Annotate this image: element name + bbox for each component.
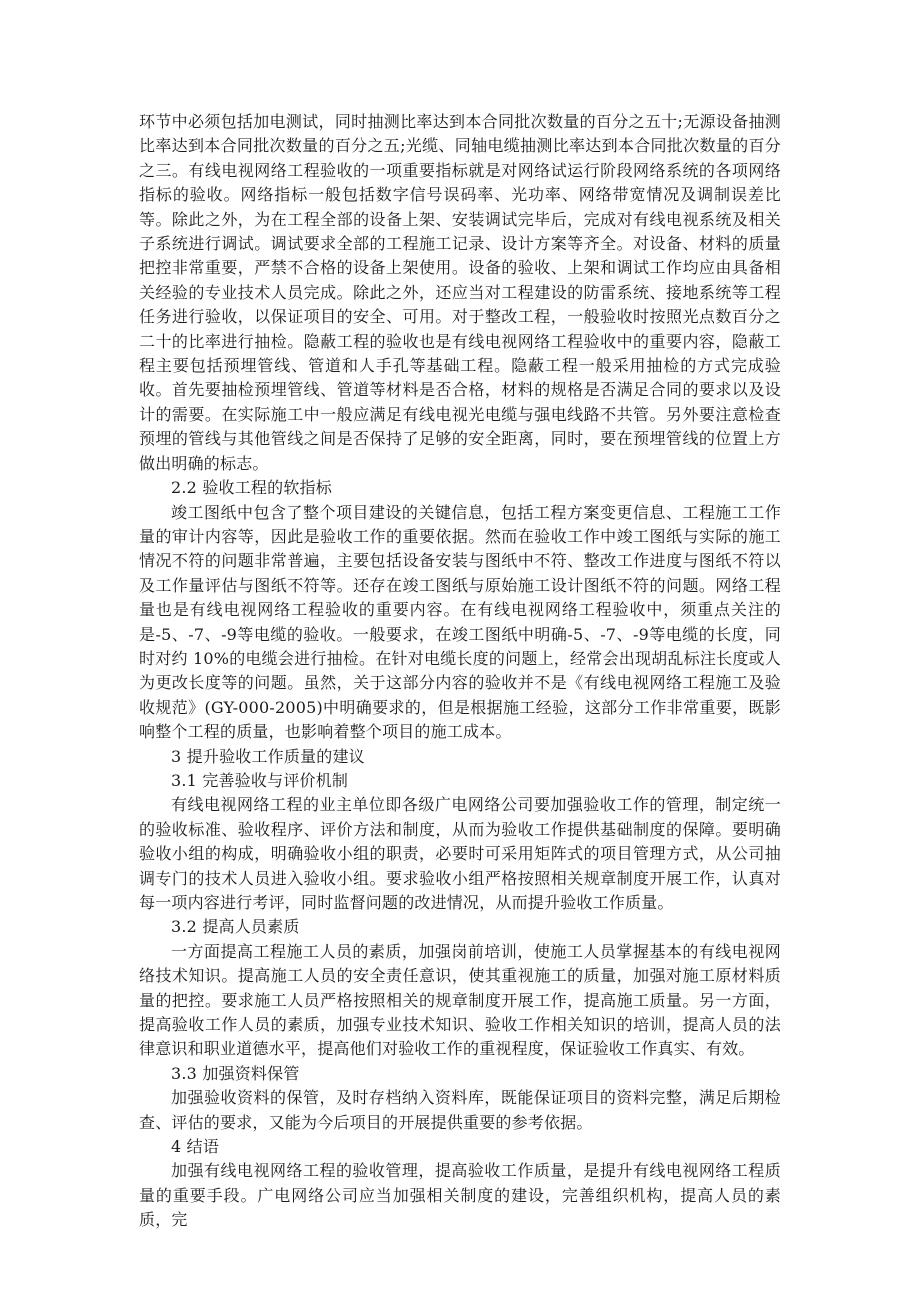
- section-heading-3-3: 3.3 加强资料保管: [171, 1063, 300, 1083]
- paragraph-conclusion: 加强有线电视网络工程的验收管理，提高验收工作质量，是提升有线电视网络工程质量的重要手段。广电网络公司应当加强相关制度的建设，完善组织机构，提高人员的素质，完: [139, 1161, 781, 1230]
- paragraph-personnel-quality: 一方面提高工程施工人员的素质，加强岗前培训，使施工人员掌握基本的有线电视网络技术知识。提高施工人员的安全责任意识，使其重视施工的质量，加强对施工原材料质量的把控。要求施工人员严格按照相关的规章制度开展工作，提高施工质量。另一方面，提高验收工作人员的素质，加强专业技术知识、验收工作相关知识的培训，提高人员的法律意识和职业道德水平，提高他们对验收工作的重视程度，保证验收工作真实、有效。: [139, 941, 781, 1059]
- paragraph-document-storage: 加强验收资料的保管，及时存档纳入资料库，既能保证项目的资料完整，满足后期检查、评估的要求，又能为今后项目的开展提供重要的参考依据。: [139, 1088, 781, 1132]
- section-heading-3-2: 3.2 提高人员素质: [171, 917, 300, 937]
- section-heading-3: 3 提升验收工作质量的建议: [171, 746, 365, 766]
- section-heading-3-1: 3.1 完善验收与评价机制: [171, 770, 349, 790]
- document-body: [139, 110, 781, 1233]
- section-heading-4: 4 结语: [171, 1137, 220, 1157]
- paragraph-evaluation-mechanism: 有线电视网络工程的业主单位即各级广电网络公司要加强验收工作的管理，制定统一的验收标准、验收程序、评价方法和制度，从而为验收工作提供基础制度的保障。要明确验收小组的构成，明确验收小组的职责，必要时可采用矩阵式的项目管理方式，从公司抽调专门的技术人员进入验收小组。要求验收小组严格按照相关规章制度开展工作，认真对每一项内容进行考评，同时监督问题的改进情况，从而提升验收工作质量。: [139, 795, 781, 912]
- paragraph-as-built-drawings: 竣工图纸中包含了整个项目建设的关键信息，包括工程方案变更信息、工程施工工作量的审计内容等，因此是验收工作的重要依据。然而在验收工作中竣工图纸与实际的施工情况不符的问题非常普遍，主要包括设备安装与图纸中不符、整改工作进度与图纸不符以及工作量评估与图纸不符等。还存在竣工图纸与原始施工设计图纸不符的问题。网络工程量也是有线电视网络工程验收的重要内容。在有线电视网络工程验收中，须重点关注的是-5、-7、-9等电缆的验收。一般要求，在竣工图纸中明确-5、-7、-9等电缆的长度，同时对约 10%的电缆会进行抽检。在针对电缆长度的问题上，经常会出现胡乱标注长度或人为更改长度等的问题。虽然，关于这部分内容的验收并不是《有线电视网络工程施工及验收规范》(GY-000-2005)中明确要求的，但是根据施工经验，这部分工作非常重要，既影响整个工程的质量，也影响着整个项目的施工成本。: [139, 502, 781, 742]
- section-heading-2-2: 2.2 验收工程的软指标: [171, 478, 332, 498]
- paragraph-acceptance-indicators: 环节中必须包括加电测试，同时抽测比率达到本合同批次数量的百分之五十;无源设备抽测比率达到本合同批次数量的百分之五;光缆、同轴电缆抽测比率达到本合同批次数量的百分之三。有线电视网络工程验收的一项重要指标就是对网络试运行阶段网络系统的各项网络指标的验收。网络指标一般包括数字信号误码率、光功率、网络带宽情况及调制误差比等。除此之外，为在工程全部的设备上架、安装调试完毕后，完成对有线电视系统及相关子系统进行调试。调试要求全部的工程施工记录、设计方案等齐全。对设备、材料的质量把控非常重要，严禁不合格的设备上架使用。设备的验收、上架和调试工作均应由具备相关经验的专业技术人员完成。除此之外，还应当对工程建设的防雷系统、接地系统等工程任务进行验收，以保证项目的安全、可用。对于整改工程，一般验收时按照光点数百分之二十的比率进行抽检。隐蔽工程的验收也是有线电视网络工程验收中的重要内容，隐蔽工程主要包括预埋管线、管道和人手孔等基础工程。隐蔽工程一般采用抽检的方式完成验收。首先要抽检预埋管线、管道等材料是否合格，材料的规格是否满足合同的要求以及设计的需要。在实际施工中一般应满足有线电视光电缆与强电线路不共管。另外要注意检查预埋的管线与其他管线之间是否保持了足够的安全距离，同时，要在预埋管线的位置上方做出明确的标志。: [139, 112, 781, 473]
